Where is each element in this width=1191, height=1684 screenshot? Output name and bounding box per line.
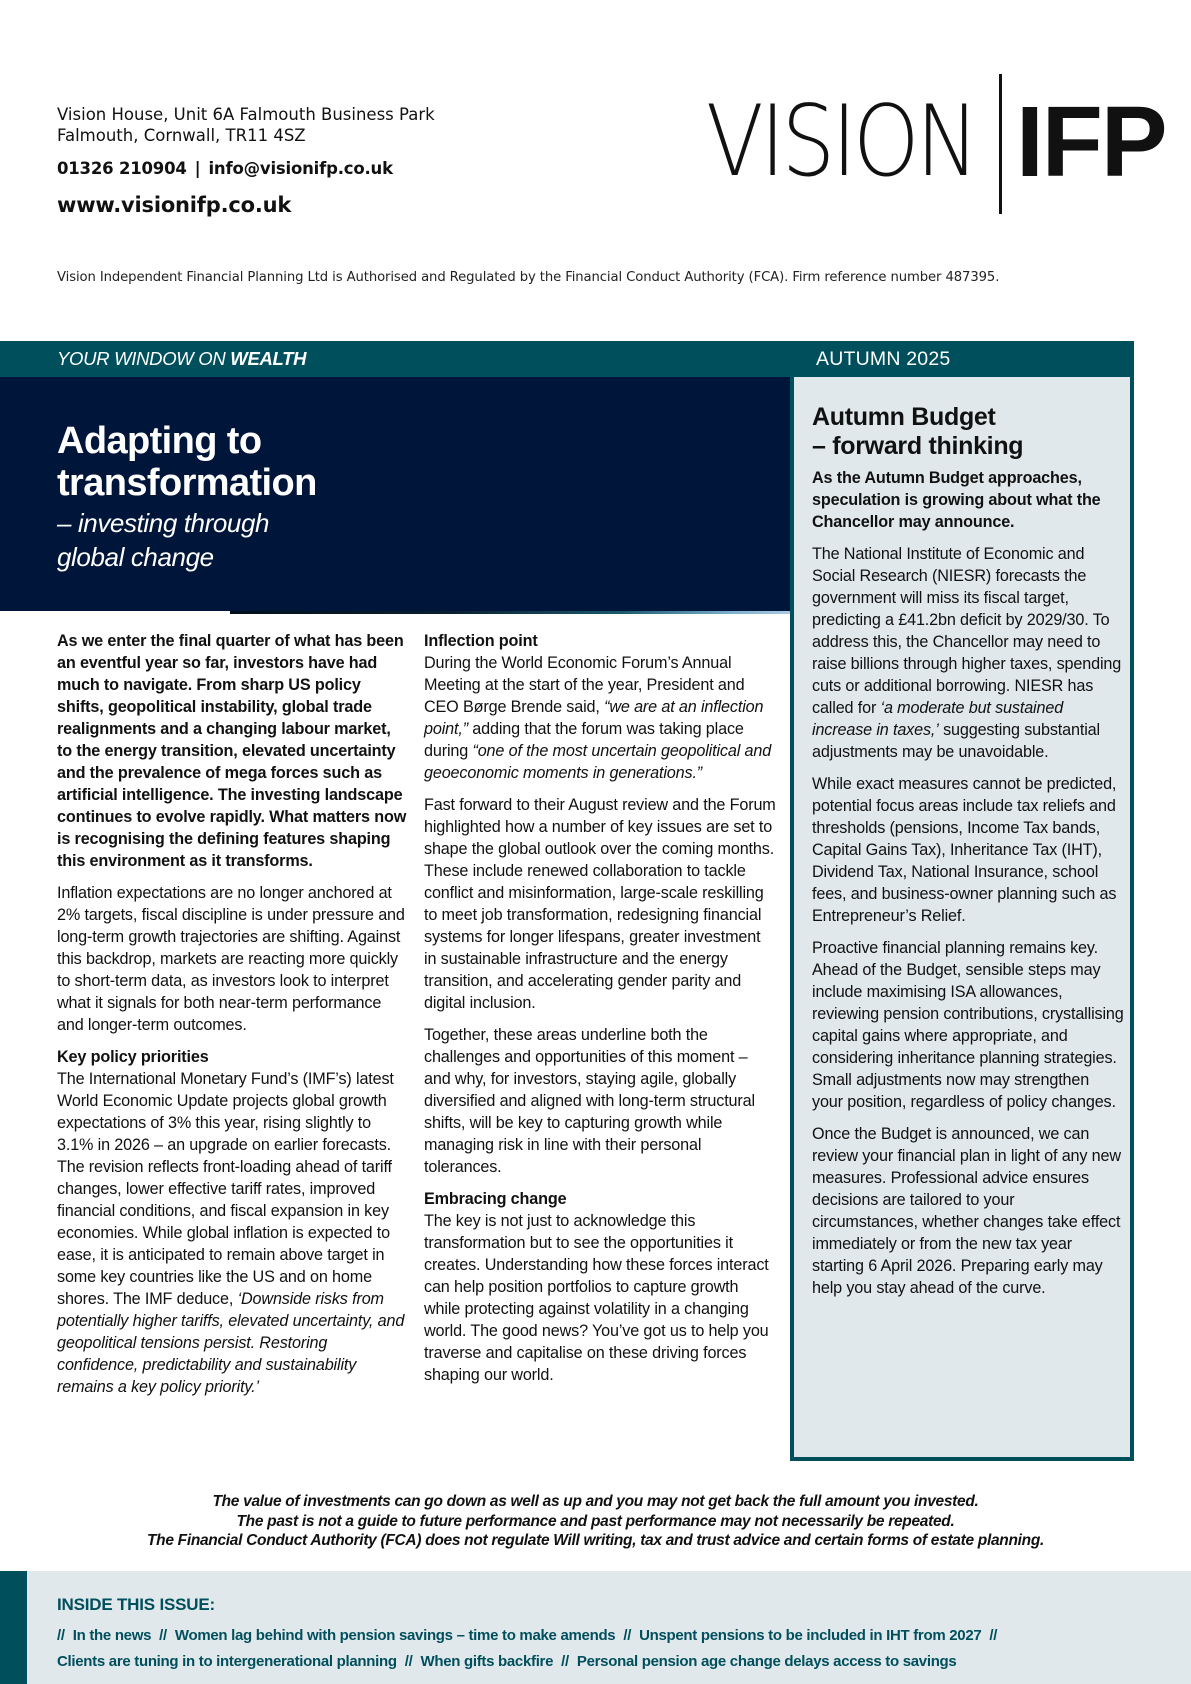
section-inflection-point (424, 630, 776, 784)
article-paragraph: Fast forward to their August review and the Forum highlighted how a number of key issues are set to shape the global outlook over the coming months. These include renewed collaboration to tackle conflict and misinformation, large-scale reskilling to meet job transformation, redesigning financial systems for longer lifespans, greater investment in sustainable infrastructure and the energy transition, and accelerating gender parity and digital inclusion. (424, 796, 776, 1012)
separator: // (989, 1627, 998, 1644)
sidebar-paragraph: Proactive financial planning remains key. Ahead of the Budget, sensible steps may include maximising ISA allowances, reviewing pension contributions, crystallising capital gains where appropriate, and considering inheritance planning strategies. Small adjustments now may strengthen your position, regardless of policy changes. (812, 939, 1124, 1111)
sidebar-text: The National Institute of Economic and Social Research (NIESR) forecasts the government will miss its fiscal target, predicting a £41.2bn deficit by 2029/30. To address this, the Chancellor may need to raise billions through higher taxes, spending cuts or additional borrowing. NIESR has called for (812, 545, 1122, 717)
issue-label: AUTUMN 2025 (816, 348, 951, 370)
wef-quote-1: “we are at an inflection point,” (424, 698, 764, 738)
article-column-2 (424, 630, 776, 1396)
regulatory-statement: Vision Independent Financial Planning Ltd is Authorised and Regulated by the Financial Conduct Authority (FCA). Firm reference number 487395. (57, 270, 1000, 285)
contact-separator: | (194, 159, 201, 178)
issue-item-unspent-pensions-iht[interactable]: Unspent pensions to be included in IHT from 2027 (639, 1627, 982, 1644)
separator: // (159, 1627, 167, 1644)
phone-number[interactable]: 01326 210904 (57, 159, 187, 178)
contact-line (57, 159, 393, 178)
section-text: The key is not just to acknowledge this transformation but to see the opportunities it creates. Understanding how these forces interact can help position portfolios to capture growth while protecting against volatility in a changing world. The good news? You’ve got us to help you traverse and capitalise on these driving forces shaping our world. (424, 1212, 769, 1384)
issue-item-in-the-news[interactable]: In the news (72, 1627, 152, 1644)
issue-item-pension-age-change[interactable]: Personal pension age change delays access to savings (576, 1653, 957, 1670)
sidebar-title-line-1: Autumn Budget (812, 403, 996, 431)
separator: // (404, 1653, 413, 1670)
address-line-2: Falmouth, Cornwall, TR11 4SZ (57, 126, 306, 145)
section-key-policy (57, 1046, 409, 1398)
separator: // (561, 1653, 569, 1670)
article-title (57, 420, 317, 504)
wef-quote-2: “one of the most uncertain geopolitical and geoeconomic moments in generations.” (424, 742, 772, 782)
inside-this-issue (0, 1571, 1191, 1684)
section-heading: Key policy priorities (57, 1048, 209, 1066)
article-paragraph: Together, these areas underline both the challenges and opportunities of this moment – and why, for investors, staying agile, globally diversified and aligned with long-term structural shifts, will be key to capturing growth while managing risk in line with their personal tolerances. (424, 1026, 755, 1176)
issue-item-gifts-backfire[interactable]: When gifts backfire (420, 1653, 554, 1670)
inside-issue-title: INSIDE THIS ISSUE: (57, 1595, 215, 1614)
section-heading: Embracing change (424, 1190, 567, 1208)
sidebar-paragraph (812, 543, 1124, 763)
issue-contents-line-2 (57, 1653, 956, 1670)
separator: // (57, 1627, 65, 1644)
disclaimer-line-3: The Financial Conduct Authority (FCA) does not regulate Will writing, tax and trust advice and certain forms of estate planning. (146, 1532, 1044, 1549)
newsletter-tagline (57, 348, 306, 370)
section-text: The International Monetary Fund’s (IMF’s) latest World Economic Update projects global growth expectations of 3% this year, rising slightly to 3.1% in 2026 – an upgrade on earlier forecasts. The revision reflects front-loading ahead of tariff changes, lower effective tariff rates, improved financial conditions, and fiscal expansion in key economies. While global inflation is expected to ease, it is anticipated to remain above target in some key countries like the US and on home shores. The IMF deduce, (57, 1070, 394, 1308)
section-text: adding that the forum was taking place during (424, 720, 744, 760)
issue-item-intergenerational-planning[interactable]: Clients are tuning in to intergenerational planning (57, 1653, 397, 1670)
sidebar-lead: As the Autumn Budget approaches, speculation is growing about what the Chancellor may announce. (812, 469, 1101, 531)
article-paragraph: Inflation expectations are no longer anchored at 2% targets, fiscal discipline is under pressure and long-term growth trajectories are shifting. Against this backdrop, markets are reacting more quickly to short-term data, as investors look to interpret what it signals for both near-term performance and longer-term outcomes. (57, 884, 405, 1034)
tagline-prefix: YOUR WINDOW ON (57, 348, 231, 369)
issue-item-women-pension-savings[interactable]: Women lag behind with pension savings – time to make amends (174, 1627, 616, 1644)
logo-vision-text: VISION (706, 85, 976, 199)
logo-ifp-text: IFP (1016, 86, 1166, 198)
website-link[interactable]: www.visionifp.co.uk (57, 193, 292, 217)
subtitle-line-2: global change (57, 542, 214, 572)
sidebar-paragraph: While exact measures cannot be predicted, potential focus areas include tax reliefs and thresholds (pensions, Income Tax bands, Capital Gains Tax), Inheritance Tax (IHT), Dividend Tax, National Insurance, school fees, and business-owner planning such as Entrepreneur’s Relief. (812, 775, 1117, 925)
separator: // (623, 1627, 632, 1644)
sidebar-paragraph: Once the Budget is announced, we can review your financial plan in light of any new measures. Professional advice ensures decisions are tailored to your circumstances, whether changes take effect immediately or from the new tax year starting 6 April 2026. Preparing early may help you stay ahead of the curve. (812, 1125, 1121, 1297)
disclaimer-line-1: The value of investments can go down as well as up and you may not get back the full amount you invested. (212, 1493, 979, 1510)
vision-ifp-logo (706, 74, 1166, 216)
sidebar-title-line-2: – forward thinking (812, 432, 1024, 460)
section-heading: Inflection point (424, 632, 538, 650)
article-subtitle (57, 506, 269, 574)
risk-disclaimer (0, 1492, 1191, 1551)
company-address (57, 104, 435, 146)
sidebar-title (812, 403, 1124, 461)
logo-divider (999, 74, 1002, 214)
hero-image-strip (230, 611, 790, 614)
section-embracing-change (424, 1188, 776, 1386)
title-line-2: transformation (57, 462, 317, 504)
autumn-budget-sidebar (790, 377, 1134, 1461)
email-link[interactable]: info@visionifp.co.uk (208, 159, 393, 178)
article-column-1 (57, 630, 409, 1408)
title-line-1: Adapting to (57, 420, 262, 462)
section-text: During the World Economic Forum’s Annual Meeting at the start of the year, President and CEO Børge Brende said, (424, 654, 745, 716)
article-lead: As we enter the final quarter of what has been an eventful year so far, investors have had much to navigate. From sharp US policy shifts, geopolitical instability, global trade realignments and a changing labour market, to the energy transition, elevated uncertainty and the prevalence of mega forces such as artificial intelligence. The investing landscape continues to evolve rapidly. What matters now is recognising the defining features shaping this environment as it transforms. (57, 632, 407, 870)
masthead-band (0, 341, 1134, 377)
tagline-emphasis: WEALTH (230, 348, 307, 369)
imf-quote: ‘Downside risks from potentially higher tariffs, elevated uncertainty, and geopolitical tensions persist. Restoring confidence, predictability and sustainability remains a key policy priority.’ (57, 1290, 405, 1396)
subtitle-line-1: – investing through (57, 508, 270, 538)
address-line-1: Vision House, Unit 6A Falmouth Business Park (57, 105, 435, 124)
accent-bar (0, 1571, 27, 1684)
sidebar-text: suggesting substantial adjustments may be unavoidable. (812, 721, 1100, 761)
disclaimer-line-2: The past is not a guide to future performance and past performance may not necessarily be repeated. (236, 1512, 955, 1530)
issue-contents-line-1 (57, 1627, 1005, 1644)
niesr-quote: ‘a moderate but sustained increase in taxes,’ (812, 699, 1064, 739)
